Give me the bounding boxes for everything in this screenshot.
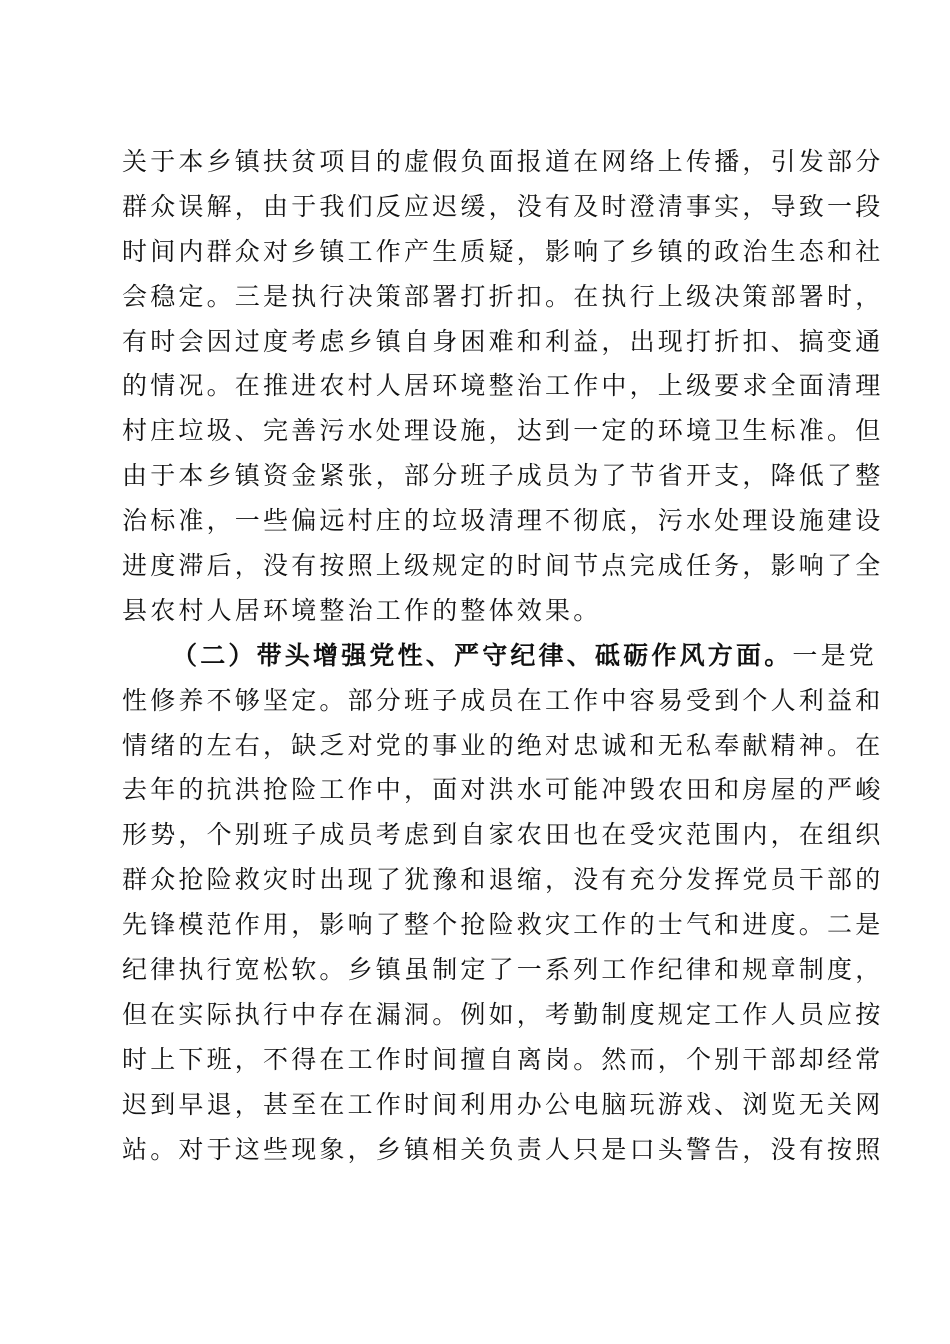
text-line: 治标准，一些偏远村庄的垃圾清理不彻底，污水处理设施建设: [122, 506, 884, 536]
text-line: 时上下班，不得在工作时间擅自离岗。然而，个别干部却经常: [122, 1044, 884, 1074]
text-line: 有时会因过度考虑乡镇自身困难和利益，出现打折扣、搞变通: [122, 326, 884, 356]
text-line-last: 县农村人居环境整治工作的整体效果。: [122, 595, 602, 625]
text-line: 由于本乡镇资金紧张，部分班子成员为了节省开支，降低了整: [122, 461, 884, 491]
text-line: 先锋模范作用，影响了整个抢险救灾工作的士气和进度。二是: [122, 910, 884, 940]
heading-line-rest: 一是党: [792, 640, 878, 670]
text-line: 村庄垃圾、完善污水处理设施，达到一定的环境卫生标准。但: [122, 416, 884, 446]
text-line: 群众抢险救灾时出现了犹豫和退缩，没有充分发挥党员干部的: [122, 865, 884, 895]
body-text: [122, 140, 884, 1172]
section-heading-line: [122, 634, 878, 679]
text-line: 纪律执行宽松软。乡镇虽制定了一系列工作纪律和规章制度，: [122, 955, 884, 985]
text-line: 会稳定。三是执行决策部署打折扣。在执行上级决策部署时，: [122, 281, 884, 311]
text-line: 站。对于这些现象，乡镇相关负责人只是口头警告，没有按照: [122, 1134, 884, 1164]
paragraph-2: [122, 634, 884, 1173]
paragraph-1: [122, 140, 884, 634]
text-line: 关于本乡镇扶贫项目的虚假负面报道在网络上传播，引发部分: [122, 147, 884, 176]
text-line: 进度滞后，没有按照上级规定的时间节点完成任务，影响了全: [122, 551, 884, 581]
text-line: 迟到早退，甚至在工作时间利用办公电脑玩游戏、浏览无关网: [122, 1089, 884, 1119]
text-line: 但在实际执行中存在漏洞。例如，考勤制度规定工作人员应按: [122, 999, 884, 1029]
text-line: 时间内群众对乡镇工作产生质疑，影响了乡镇的政治生态和社: [122, 236, 884, 266]
text-line: 群众误解，由于我们反应迟缓，没有及时澄清事实，导致一段: [122, 191, 884, 221]
text-line: 去年的抗洪抢险工作中，面对洪水可能冲毁农田和房屋的严峻: [122, 775, 884, 805]
section-heading: （二）带头增强党性、严守纪律、砥砺作风方面。: [172, 640, 793, 670]
text-line: 情绪的左右，缺乏对党的事业的绝对忠诚和无私奉献精神。在: [122, 730, 884, 760]
text-line: 的情况。在推进农村人居环境整治工作中，上级要求全面清理: [122, 371, 884, 401]
text-line: 性修养不够坚定。部分班子成员在工作中容易受到个人利益和: [122, 685, 884, 715]
text-line: 形势，个别班子成员考虑到自家农田也在受灾范围内，在组织: [122, 820, 884, 850]
